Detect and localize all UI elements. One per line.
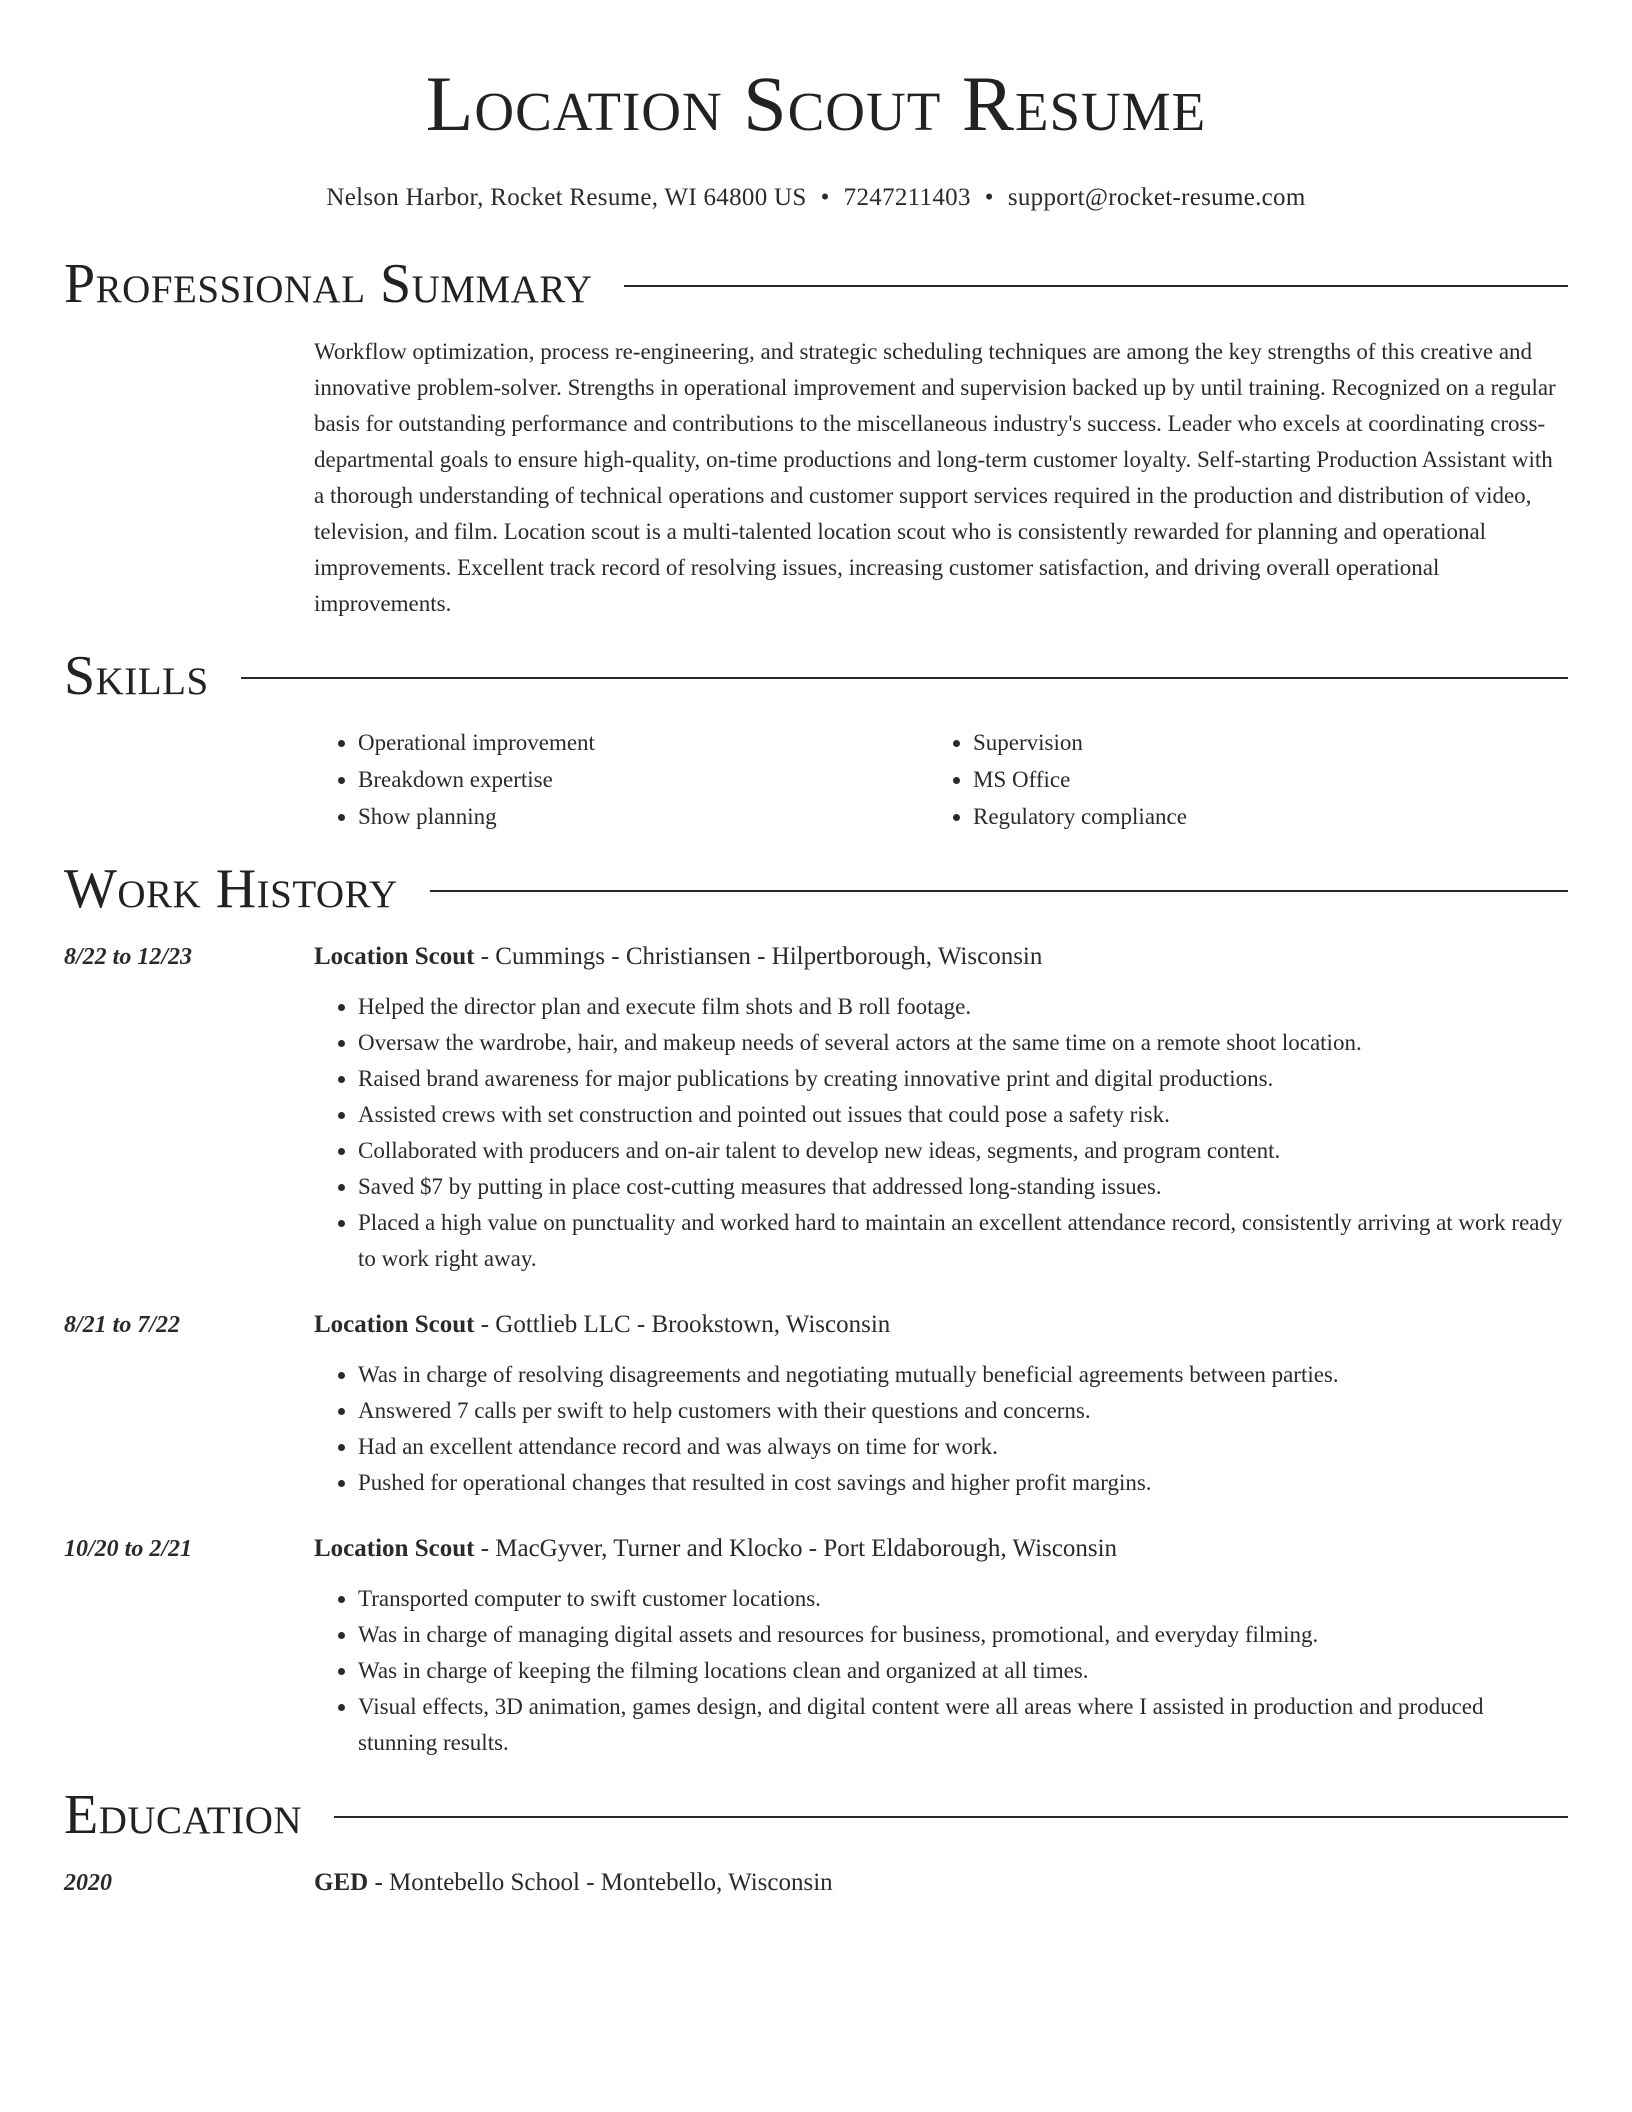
duty-item: • Placed a high value on punctuality and worked hard to maintain an excellent attendance record, consistently arriving at work ready to work right away. bbox=[358, 1205, 1568, 1277]
education-line bbox=[314, 1865, 1568, 1901]
education-year: 2020 bbox=[64, 1870, 112, 1896]
job-title: Location Scout bbox=[314, 1311, 475, 1338]
job-employer: - MacGyver, Turner and Klocko - Port Eldaborough, Wisconsin bbox=[474, 1535, 1118, 1562]
summary-section-header bbox=[64, 252, 1568, 316]
contact-separator: • bbox=[820, 184, 830, 211]
education-section-header bbox=[64, 1783, 1568, 1847]
contact-separator: • bbox=[984, 184, 994, 211]
job-employer: - Gottlieb LLC - Brookstown, Wisconsin bbox=[474, 1311, 891, 1338]
summary-text: Workflow optimization, process re-engineering, and strategic scheduling techniques are among the key strengths of this creative and innovative problem-solver. Strengths in operational improvement and supervision backed up by until training. Recognized on a regular basis for outstanding performance and contributions to the miscellaneous industry's success. Leader who excels at coordinating cross-departmental goals to ensure high-quality, on-time productions and long-term customer loyalty. Self-starting Production Assistant with a thorough understanding of technical operations and customer support services required in the production and distribution of video, television, and film. Location scout is a multi-talented location scout who is consistently rewarded for planning and operational improvements. Excellent track record of resolving issues, increasing customer satisfaction, and driving overall operational improvements. bbox=[314, 339, 1556, 616]
duty-item: • Oversaw the wardrobe, hair, and makeup needs of several actors at the same time on a remote shoot location. bbox=[358, 1025, 1568, 1061]
skills-heading: Skills bbox=[64, 645, 209, 707]
job-duties bbox=[314, 1581, 1568, 1761]
skill-item: • Operational improvement bbox=[358, 724, 929, 761]
work-heading: Work History bbox=[64, 858, 398, 920]
skill-item: • Breakdown expertise bbox=[358, 761, 929, 798]
school-detail: - Montebello School - Montebello, Wisconsin bbox=[368, 1869, 833, 1896]
job-employer: - Cummings - Christiansen - Hilpertborough, Wisconsin bbox=[474, 943, 1043, 970]
duty-item: • Assisted crews with set construction and pointed out issues that could pose a safety risk. bbox=[358, 1097, 1568, 1133]
duty-item: • Transported computer to swift customer locations. bbox=[358, 1581, 1568, 1617]
skill-item: • Regulatory compliance bbox=[973, 798, 1568, 835]
work-section-header bbox=[64, 857, 1568, 921]
job-duties bbox=[314, 1357, 1568, 1501]
work-role-line bbox=[314, 939, 1568, 975]
duty-item: • Was in charge of managing digital assets and resources for business, promotional, and everyday filming. bbox=[358, 1617, 1568, 1653]
work-role-line bbox=[314, 1307, 1568, 1343]
skills-column-2 bbox=[929, 724, 1568, 835]
duty-item: • Had an excellent attendance record and was always on time for work. bbox=[358, 1429, 1568, 1465]
skill-item: • Show planning bbox=[358, 798, 929, 835]
skills-column-1 bbox=[314, 724, 929, 835]
work-dates: 8/21 to 7/22 bbox=[64, 1312, 181, 1338]
skill-item: • MS Office bbox=[973, 761, 1568, 798]
skills-section-header bbox=[64, 644, 1568, 708]
duty-item: • Visual effects, 3D animation, games design, and digital content were all areas where I assisted in production and produced stunning results. bbox=[358, 1689, 1568, 1761]
job-title: Location Scout bbox=[314, 943, 475, 970]
work-role-line bbox=[314, 1531, 1568, 1567]
duty-item: • Collaborated with producers and on-air talent to develop new ideas, segments, and program content. bbox=[358, 1133, 1568, 1169]
section-divider bbox=[624, 285, 1568, 287]
duty-item: • Answered 7 calls per swift to help customers with their questions and concerns. bbox=[358, 1393, 1568, 1429]
section-divider bbox=[241, 677, 1568, 679]
degree: GED bbox=[314, 1869, 369, 1896]
work-entry bbox=[64, 1307, 1568, 1501]
duty-item: • Pushed for operational changes that resulted in cost savings and higher profit margins. bbox=[358, 1465, 1568, 1501]
education-heading: Education bbox=[64, 1784, 303, 1846]
work-dates: 10/20 to 2/21 bbox=[64, 1536, 193, 1562]
duty-item: • Helped the director plan and execute film shots and B roll footage. bbox=[358, 989, 1568, 1025]
section-divider bbox=[430, 890, 1568, 892]
job-duties bbox=[314, 989, 1568, 1277]
skill-item: • Supervision bbox=[973, 724, 1568, 761]
job-title: Location Scout bbox=[314, 1535, 475, 1562]
duty-item: • Raised brand awareness for major publications by creating innovative print and digital productions. bbox=[358, 1061, 1568, 1097]
section-divider bbox=[334, 1816, 1568, 1818]
education-entry bbox=[64, 1865, 1568, 1901]
contact-email: support@rocket-resume.com bbox=[1007, 184, 1306, 211]
duty-item: • Was in charge of keeping the filming locations clean and organized at all times. bbox=[358, 1653, 1568, 1689]
contact-address: Nelson Harbor, Rocket Resume, WI 64800 US bbox=[326, 184, 807, 211]
duty-item: • Was in charge of resolving disagreements and negotiating mutually beneficial agreements between parties. bbox=[358, 1357, 1568, 1393]
work-dates: 8/22 to 12/23 bbox=[64, 944, 193, 970]
duty-item: • Saved $7 by putting in place cost-cutting measures that addressed long-standing issues. bbox=[358, 1169, 1568, 1205]
work-entry bbox=[64, 939, 1568, 1277]
contact-phone: 7247211403 bbox=[843, 184, 971, 211]
summary-heading: Professional Summary bbox=[64, 253, 593, 315]
skills-list bbox=[314, 724, 1568, 835]
document-title: Location Scout Resume bbox=[425, 60, 1207, 147]
work-entry bbox=[64, 1531, 1568, 1761]
contact-line bbox=[64, 182, 1568, 214]
